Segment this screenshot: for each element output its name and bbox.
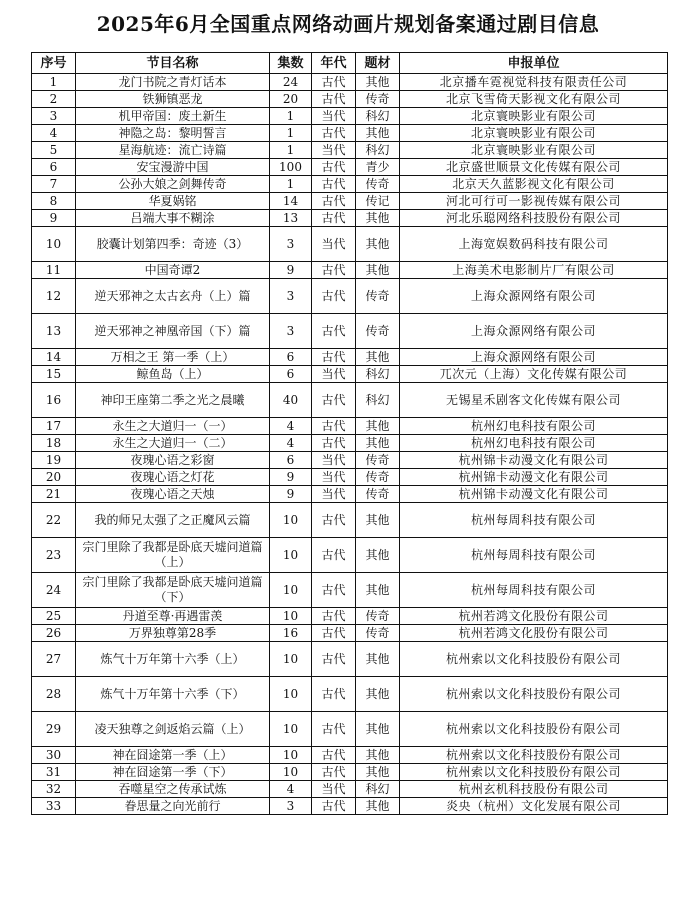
cell-era: 当代 <box>312 142 356 159</box>
cell-episodes: 4 <box>270 781 312 798</box>
header-title: 节目名称 <box>76 53 270 74</box>
cell-index: 12 <box>32 279 76 314</box>
table-row <box>32 314 668 349</box>
cell-title: 凌天独尊之剑返焰云篇（上） <box>76 712 270 747</box>
table-row <box>32 608 668 625</box>
cell-genre: 其他 <box>356 798 400 815</box>
table-row <box>32 262 668 279</box>
table-row <box>32 642 668 677</box>
cell-episodes: 10 <box>270 677 312 712</box>
cell-title: 永生之大道归一（一） <box>76 418 270 435</box>
cell-index: 1 <box>32 74 76 91</box>
cell-title: 安宝漫游中国 <box>76 159 270 176</box>
cell-genre: 传奇 <box>356 279 400 314</box>
table-row <box>32 573 668 608</box>
cell-company: 上海众源网络有限公司 <box>400 314 668 349</box>
table-row <box>32 435 668 452</box>
cell-title: 鲸鱼岛（上） <box>76 366 270 383</box>
cell-index: 13 <box>32 314 76 349</box>
cell-era: 古代 <box>312 435 356 452</box>
cell-genre: 其他 <box>356 677 400 712</box>
cell-era: 古代 <box>312 210 356 227</box>
cell-era: 古代 <box>312 91 356 108</box>
header-company: 申报单位 <box>400 53 668 74</box>
cell-era: 古代 <box>312 193 356 210</box>
cell-company: 北京寰映影业有限公司 <box>400 108 668 125</box>
cell-company: 河北乐聪网络科技股份有限公司 <box>400 210 668 227</box>
table-row <box>32 193 668 210</box>
cell-genre: 其他 <box>356 262 400 279</box>
cell-title: 机甲帝国：废土新生 <box>76 108 270 125</box>
cell-company: 上海众源网络有限公司 <box>400 349 668 366</box>
cell-title: 胶囊计划第四季：奇迹（3） <box>76 227 270 262</box>
cell-era: 古代 <box>312 573 356 608</box>
cell-genre: 科幻 <box>356 383 400 418</box>
cell-title: 星海航迹：流亡诗篇 <box>76 142 270 159</box>
table-row <box>32 108 668 125</box>
cell-company: 北京寰映影业有限公司 <box>400 125 668 142</box>
cell-title: 吕端大事不糊涂 <box>76 210 270 227</box>
cell-company: 河北可行可一影视传媒有限公司 <box>400 193 668 210</box>
cell-era: 古代 <box>312 712 356 747</box>
table-row <box>32 383 668 418</box>
cell-era: 古代 <box>312 74 356 91</box>
cell-index: 15 <box>32 366 76 383</box>
cell-genre: 传奇 <box>356 469 400 486</box>
cell-index: 6 <box>32 159 76 176</box>
table-body <box>32 74 668 815</box>
cell-company: 北京寰映影业有限公司 <box>400 142 668 159</box>
cell-genre: 青少 <box>356 159 400 176</box>
cell-episodes: 10 <box>270 503 312 538</box>
cell-company: 杭州索以文化科技股份有限公司 <box>400 712 668 747</box>
cell-index: 33 <box>32 798 76 815</box>
table-row <box>32 469 668 486</box>
cell-genre: 其他 <box>356 503 400 538</box>
cell-company: 杭州索以文化科技股份有限公司 <box>400 747 668 764</box>
cell-episodes: 10 <box>270 538 312 573</box>
cell-index: 27 <box>32 642 76 677</box>
cell-episodes: 9 <box>270 469 312 486</box>
cell-era: 古代 <box>312 279 356 314</box>
cell-episodes: 20 <box>270 91 312 108</box>
cell-index: 3 <box>32 108 76 125</box>
cell-genre: 科幻 <box>356 108 400 125</box>
cell-era: 古代 <box>312 625 356 642</box>
page-title: 2025年6月全国重点网络动画片规划备案通过剧目信息 <box>96 12 600 36</box>
table-row <box>32 227 668 262</box>
drama-table <box>31 52 668 815</box>
cell-title: 夜瑰心语之天烛 <box>76 486 270 503</box>
cell-index: 24 <box>32 573 76 608</box>
cell-company: 杭州幻电科技有限公司 <box>400 418 668 435</box>
cell-index: 25 <box>32 608 76 625</box>
cell-company: 杭州幻电科技有限公司 <box>400 435 668 452</box>
cell-index: 17 <box>32 418 76 435</box>
cell-title: 眷思量之向光前行 <box>76 798 270 815</box>
cell-index: 2 <box>32 91 76 108</box>
table-header-row <box>32 53 668 74</box>
cell-genre: 科幻 <box>356 142 400 159</box>
cell-genre: 其他 <box>356 349 400 366</box>
cell-title: 宗门里除了我都是卧底天墟问道篇（上） <box>76 538 270 573</box>
header-era: 年代 <box>312 53 356 74</box>
cell-episodes: 6 <box>270 452 312 469</box>
table-row <box>32 764 668 781</box>
cell-company: 上海美术电影制片厂有限公司 <box>400 262 668 279</box>
cell-genre: 其他 <box>356 764 400 781</box>
cell-era: 古代 <box>312 418 356 435</box>
table-row <box>32 91 668 108</box>
cell-title: 神隐之岛：黎明誓言 <box>76 125 270 142</box>
cell-era: 古代 <box>312 125 356 142</box>
cell-title: 逆天邪神之神凰帝国（下）篇 <box>76 314 270 349</box>
cell-title: 龙门书院之青灯话本 <box>76 74 270 91</box>
cell-company: 杭州锦卡动漫文化有限公司 <box>400 486 668 503</box>
cell-era: 当代 <box>312 227 356 262</box>
cell-episodes: 1 <box>270 125 312 142</box>
table-row <box>32 538 668 573</box>
table-row <box>32 125 668 142</box>
cell-genre: 其他 <box>356 74 400 91</box>
cell-index: 8 <box>32 193 76 210</box>
cell-episodes: 4 <box>270 435 312 452</box>
cell-index: 11 <box>32 262 76 279</box>
cell-index: 21 <box>32 486 76 503</box>
cell-genre: 传奇 <box>356 176 400 193</box>
cell-genre: 科幻 <box>356 781 400 798</box>
cell-genre: 其他 <box>356 747 400 764</box>
cell-genre: 其他 <box>356 210 400 227</box>
cell-title: 公孙大娘之剑舞传奇 <box>76 176 270 193</box>
cell-title: 宗门里除了我都是卧底天墟问道篇（下） <box>76 573 270 608</box>
cell-genre: 传记 <box>356 193 400 210</box>
cell-episodes: 14 <box>270 193 312 210</box>
cell-era: 古代 <box>312 538 356 573</box>
header-index: 序号 <box>32 53 76 74</box>
cell-era: 古代 <box>312 383 356 418</box>
cell-index: 26 <box>32 625 76 642</box>
cell-title: 我的师兄太强了之正魔风云篇 <box>76 503 270 538</box>
cell-episodes: 6 <box>270 366 312 383</box>
cell-company: 炎央（杭州）文化发展有限公司 <box>400 798 668 815</box>
cell-company: 上海众源网络有限公司 <box>400 279 668 314</box>
cell-title: 铁狮镇恶龙 <box>76 91 270 108</box>
cell-index: 9 <box>32 210 76 227</box>
cell-episodes: 10 <box>270 747 312 764</box>
cell-index: 16 <box>32 383 76 418</box>
table-row <box>32 159 668 176</box>
cell-genre: 传奇 <box>356 91 400 108</box>
table-row <box>32 452 668 469</box>
cell-title: 神在囧途第一季（下） <box>76 764 270 781</box>
cell-index: 32 <box>32 781 76 798</box>
cell-company: 上海宽娱数码科技有限公司 <box>400 227 668 262</box>
cell-episodes: 10 <box>270 608 312 625</box>
cell-title: 华夏娲铭 <box>76 193 270 210</box>
cell-episodes: 1 <box>270 142 312 159</box>
cell-index: 19 <box>32 452 76 469</box>
cell-index: 14 <box>32 349 76 366</box>
cell-genre: 传奇 <box>356 314 400 349</box>
cell-genre: 其他 <box>356 125 400 142</box>
cell-era: 当代 <box>312 452 356 469</box>
cell-genre: 传奇 <box>356 608 400 625</box>
table-row <box>32 486 668 503</box>
cell-era: 古代 <box>312 349 356 366</box>
cell-era: 古代 <box>312 314 356 349</box>
cell-era: 古代 <box>312 677 356 712</box>
table-row <box>32 210 668 227</box>
cell-title: 炼气十万年第十六季（下） <box>76 677 270 712</box>
cell-company: 杭州索以文化科技股份有限公司 <box>400 642 668 677</box>
cell-genre: 其他 <box>356 227 400 262</box>
cell-company: 北京天久蓝影视文化有限公司 <box>400 176 668 193</box>
cell-genre: 其他 <box>356 712 400 747</box>
table-row <box>32 176 668 193</box>
cell-era: 当代 <box>312 366 356 383</box>
cell-company: 杭州每周科技有限公司 <box>400 503 668 538</box>
table-row <box>32 349 668 366</box>
cell-genre: 传奇 <box>356 486 400 503</box>
cell-company: 杭州锦卡动漫文化有限公司 <box>400 469 668 486</box>
cell-genre: 其他 <box>356 538 400 573</box>
cell-era: 当代 <box>312 486 356 503</box>
cell-title: 万相之王 第一季（上） <box>76 349 270 366</box>
table-row <box>32 677 668 712</box>
cell-era: 古代 <box>312 608 356 625</box>
cell-episodes: 40 <box>270 383 312 418</box>
cell-title: 万界独尊第28季 <box>76 625 270 642</box>
cell-era: 古代 <box>312 642 356 677</box>
table-row <box>32 74 668 91</box>
table-row <box>32 781 668 798</box>
cell-index: 4 <box>32 125 76 142</box>
header-episodes: 集数 <box>270 53 312 74</box>
cell-genre: 传奇 <box>356 452 400 469</box>
cell-company: 杭州锦卡动漫文化有限公司 <box>400 452 668 469</box>
cell-genre: 科幻 <box>356 366 400 383</box>
cell-episodes: 10 <box>270 712 312 747</box>
cell-index: 28 <box>32 677 76 712</box>
cell-episodes: 10 <box>270 573 312 608</box>
cell-index: 29 <box>32 712 76 747</box>
cell-index: 7 <box>32 176 76 193</box>
cell-episodes: 3 <box>270 798 312 815</box>
cell-episodes: 3 <box>270 314 312 349</box>
cell-company: 无锡星禾剧客文化传媒有限公司 <box>400 383 668 418</box>
cell-company: 北京盛世顺景文化传媒有限公司 <box>400 159 668 176</box>
cell-era: 古代 <box>312 764 356 781</box>
cell-title: 永生之大道归一（二） <box>76 435 270 452</box>
cell-title: 夜瑰心语之彩窗 <box>76 452 270 469</box>
cell-genre: 其他 <box>356 435 400 452</box>
cell-index: 20 <box>32 469 76 486</box>
cell-title: 炼气十万年第十六季（上） <box>76 642 270 677</box>
cell-episodes: 6 <box>270 349 312 366</box>
cell-company: 北京播车霓视觉科技有限责任公司 <box>400 74 668 91</box>
cell-episodes: 1 <box>270 108 312 125</box>
cell-episodes: 13 <box>270 210 312 227</box>
cell-title: 夜瑰心语之灯花 <box>76 469 270 486</box>
cell-episodes: 3 <box>270 279 312 314</box>
cell-era: 古代 <box>312 176 356 193</box>
cell-era: 当代 <box>312 108 356 125</box>
cell-index: 10 <box>32 227 76 262</box>
cell-genre: 其他 <box>356 418 400 435</box>
cell-genre: 其他 <box>356 573 400 608</box>
table-row <box>32 625 668 642</box>
header-genre: 题材 <box>356 53 400 74</box>
cell-episodes: 24 <box>270 74 312 91</box>
cell-index: 30 <box>32 747 76 764</box>
cell-episodes: 10 <box>270 764 312 781</box>
table-row <box>32 279 668 314</box>
cell-era: 古代 <box>312 262 356 279</box>
cell-episodes: 100 <box>270 159 312 176</box>
cell-title: 丹道至尊·再遇雷羡 <box>76 608 270 625</box>
cell-genre: 传奇 <box>356 625 400 642</box>
cell-company: 杭州索以文化科技股份有限公司 <box>400 677 668 712</box>
table-row <box>32 418 668 435</box>
table-row <box>32 747 668 764</box>
table-row <box>32 798 668 815</box>
cell-episodes: 1 <box>270 176 312 193</box>
cell-era: 古代 <box>312 747 356 764</box>
table-row <box>32 712 668 747</box>
table-row <box>32 142 668 159</box>
cell-company: 杭州若鸿文化股份有限公司 <box>400 625 668 642</box>
cell-era: 当代 <box>312 469 356 486</box>
cell-title: 逆天邪神之太古玄舟（上）篇 <box>76 279 270 314</box>
cell-index: 22 <box>32 503 76 538</box>
cell-title: 中国奇谭2 <box>76 262 270 279</box>
cell-index: 23 <box>32 538 76 573</box>
table-row <box>32 503 668 538</box>
cell-company: 北京飞雪倚天影视文化有限公司 <box>400 91 668 108</box>
cell-company: 杭州若鸿文化股份有限公司 <box>400 608 668 625</box>
cell-company: 兀次元（上海）文化传媒有限公司 <box>400 366 668 383</box>
cell-index: 5 <box>32 142 76 159</box>
cell-era: 古代 <box>312 159 356 176</box>
cell-episodes: 3 <box>270 227 312 262</box>
table-row <box>32 366 668 383</box>
cell-title: 神在囧途第一季（上） <box>76 747 270 764</box>
cell-era: 古代 <box>312 798 356 815</box>
cell-title: 神印王座第二季之光之晨曦 <box>76 383 270 418</box>
cell-episodes: 10 <box>270 642 312 677</box>
cell-company: 杭州索以文化科技股份有限公司 <box>400 764 668 781</box>
cell-episodes: 4 <box>270 418 312 435</box>
cell-index: 18 <box>32 435 76 452</box>
cell-company: 杭州每周科技有限公司 <box>400 538 668 573</box>
cell-index: 31 <box>32 764 76 781</box>
cell-company: 杭州每周科技有限公司 <box>400 573 668 608</box>
cell-title: 吞噬星空之传承试炼 <box>76 781 270 798</box>
cell-era: 当代 <box>312 781 356 798</box>
cell-genre: 其他 <box>356 642 400 677</box>
cell-episodes: 9 <box>270 262 312 279</box>
cell-episodes: 16 <box>270 625 312 642</box>
cell-company: 杭州玄机科技股份有限公司 <box>400 781 668 798</box>
cell-era: 古代 <box>312 503 356 538</box>
cell-episodes: 9 <box>270 486 312 503</box>
